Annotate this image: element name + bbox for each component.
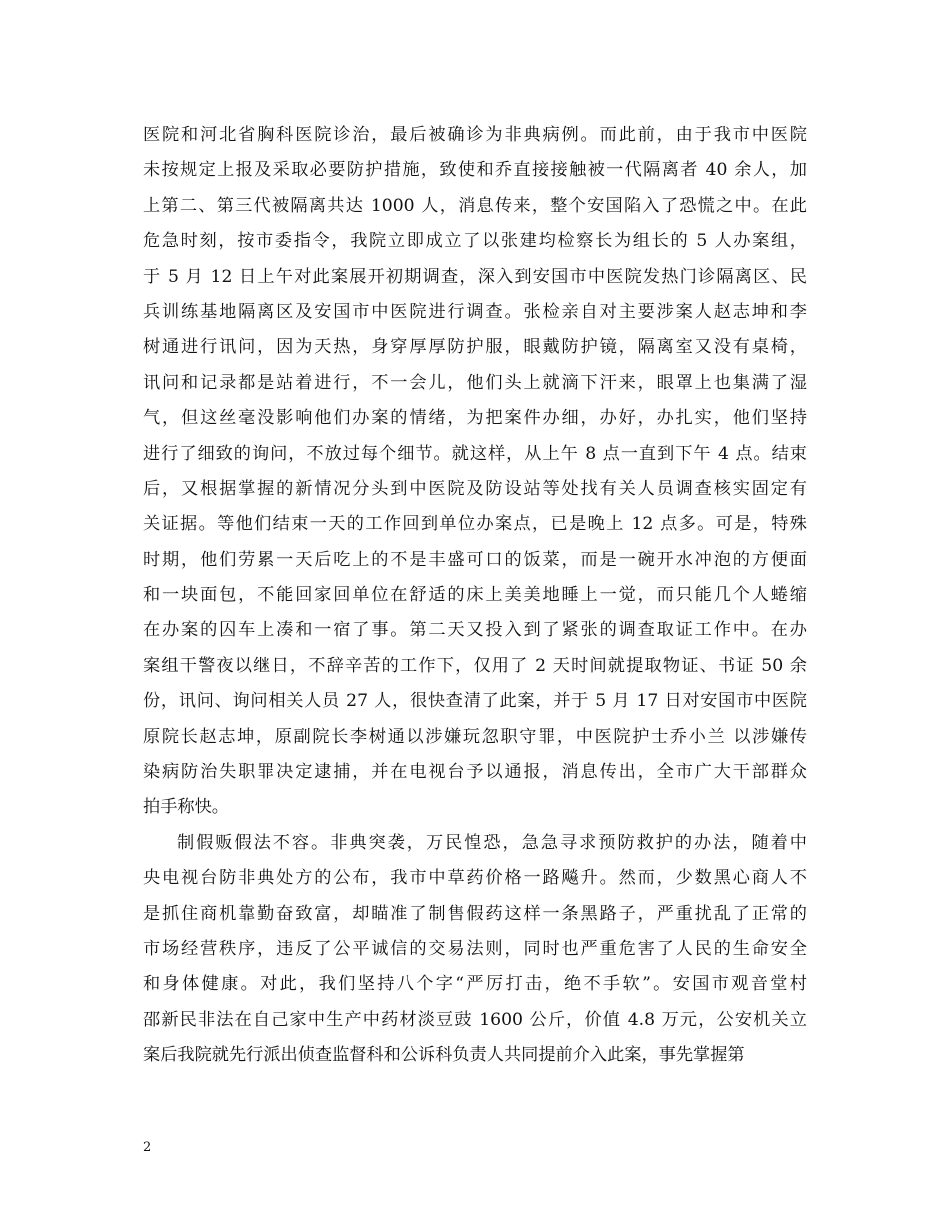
text-line: 医院和河北省胸科医院诊治，最后被确诊为非典病例。而此前，由于我市中医院: [143, 125, 807, 145]
page-number: 2: [143, 1140, 152, 1155]
text-line: 邵新民非法在自己家中生产中药材淡豆豉 1600 公斤，价值 4.8 万元，公安机关立: [143, 1009, 807, 1030]
text-line: 在办案的囚车上凑和一宿了事。第二天又投入到了紧张的调查取证工作中。在办: [143, 620, 807, 641]
paragraph: [143, 826, 807, 1074]
text-line: 染病防治失职罪决定逮捕，并在电视台予以通报，消息传出，全市广大干部群众: [143, 762, 807, 783]
text-line: 关证据。等他们结束一天的工作回到单位办案点，已是晚上 12 点多。可是，特殊: [143, 514, 807, 535]
text-line: 和身体健康。对此，我们坚持八个字“严厉打击，绝不手软”。安国市观音堂村: [143, 974, 807, 995]
text-line: 未按规定上报及采取必要防护措施，致使和乔直接接触被一代隔离者 40 余人，加: [143, 160, 807, 181]
text-line: 原院长赵志坤，原副院长李树通以涉嫌玩忽职守罪，中医院护士乔小兰 以涉嫌传: [143, 726, 807, 747]
text-line: 于 5 月 12 日上午对此案展开初期调查，深入到安国市中医院发热门诊隔离区、民: [143, 266, 807, 287]
text-line: 讯问和记录都是站着进行，不一会儿，他们头上就滴下汗来，眼罩上也集满了湿: [143, 372, 807, 393]
text-line: 制假贩假法不容。非典突袭，万民惶恐，急急寻求预防救护的办法，随着中: [177, 832, 807, 853]
text-line: 兵训练基地隔离区及安国市中医院进行调查。张检亲自对主要涉案人赵志坤和李: [143, 301, 807, 322]
text-line: 后，又根据掌握的新情况分头到中医院及防设站等处找有关人员调查核实固定有: [143, 478, 807, 499]
paragraph: [143, 118, 807, 826]
text-line: 气，但这丝毫没影响他们办案的情绪，为把案件办细，办好，办扎实，他们坚持: [143, 408, 807, 429]
text-line: 进行了细致的询问，不放过每个细节。就这样，从上午 8 点一直到下午 4 点。结束: [143, 443, 807, 464]
text-line: 是抓住商机靠勤奋致富，却瞄准了制售假药这样一条黑路子，严重扰乱了正常的: [143, 903, 807, 924]
text-line: 市场经营秩序，违反了公平诚信的交易法则，同时也严重危害了人民的生命安全: [143, 938, 807, 959]
document-body: [143, 118, 807, 1074]
text-line: 央电视台防非典处方的公布，我市中草药价格一路飚升。然而，少数黑心商人不: [143, 868, 807, 889]
text-line: 拍手称快。: [143, 797, 229, 818]
text-line: 树通进行讯问，因为天热，身穿厚厚防护服，眼戴防护镜，隔离室又没有桌椅，: [143, 337, 807, 358]
text-line: 上第二、第三代被隔离共达 1000 人，消息传来，整个安国陷入了恐慌之中。在此: [143, 195, 807, 216]
text-line: 份，讯问、询问相关人员 27 人，很快查清了此案，并于 5 月 17 日对安国市中医院: [143, 691, 807, 712]
text-line: 危急时刻，按市委指令，我院立即成立了以张建均检察长为组长的 5 人办案组，: [143, 231, 807, 252]
text-line: 案组干警夜以继日，不辞辛苦的工作下，仅用了 2 天时间就提取物证、书证 50 余: [143, 655, 807, 676]
text-line: 和一块面包，不能回家回单位在舒适的床上美美地睡上一觉，而只能几个人蜷缩: [143, 585, 807, 606]
text-line: 时期，他们劳累一天后吃上的不是丰盛可口的饭菜，而是一碗开水冲泡的方便面: [143, 549, 807, 570]
text-line: 案后我院就先行派出侦查监督科和公诉科负责人共同提前介入此案，事先掌握第: [143, 1045, 745, 1066]
